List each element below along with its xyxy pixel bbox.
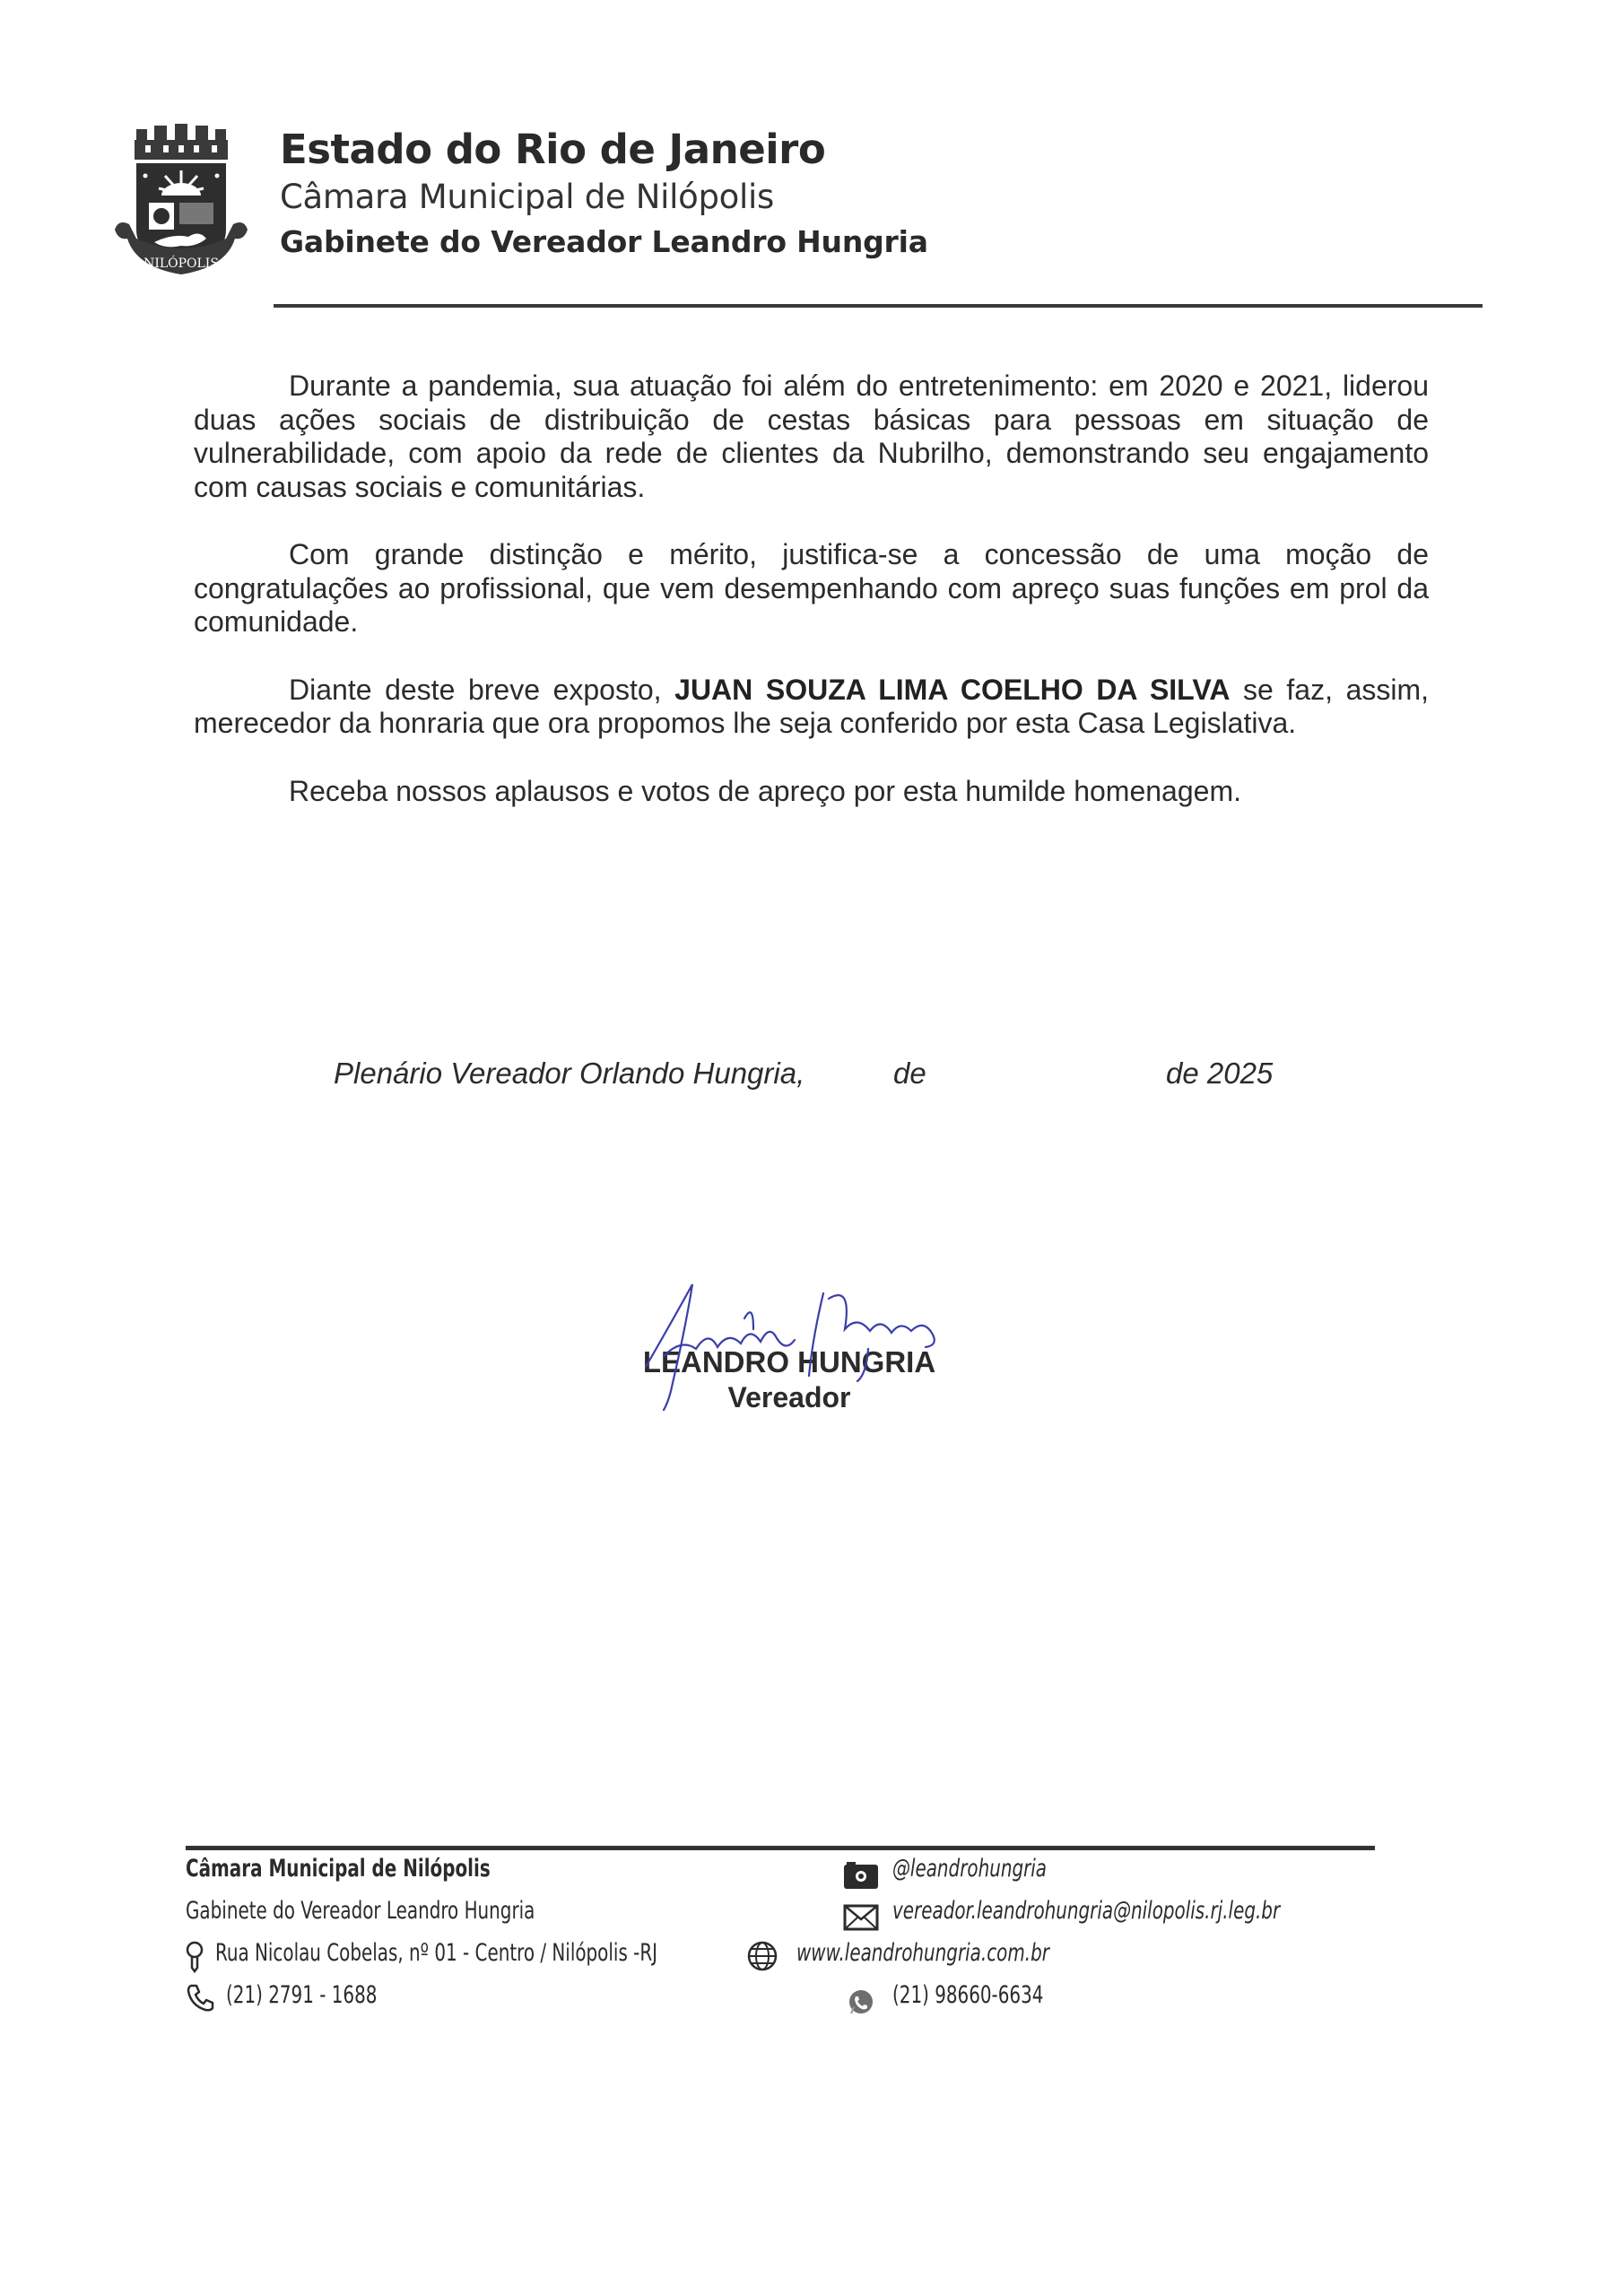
footer-phone: (21) 2791 - 1688 [226, 1981, 378, 2009]
handwritten-signature [610, 1266, 969, 1419]
signatory-name: LEANDRO HUNGRIA [642, 1345, 936, 1378]
email-envelope-icon [843, 1903, 879, 1932]
footer-address: Rua Nicolau Cobelas, nº 01 - Centro / Nilópolis -RJ [215, 1939, 658, 1967]
paragraph-1: Durante a pandemia, sua atuação foi além do entretenimento: em 2020 e 2021, liderou duas ações sociais de distribuição de cestas básicas para pessoas em situação de vulnerabilidade, com apoio da rede de clientes da Nubrilho, demonstrando seu engajamento com causas sociais e comunitárias. [194, 370, 1429, 503]
footer-email[interactable]: vereador.leandrohungria@nilopolis.rj.leg.br [892, 1897, 1281, 1925]
crest-label: NILÓPOLIS [144, 257, 219, 271]
footer-instagram[interactable]: @leandrohungria [892, 1855, 1048, 1883]
footer-website[interactable]: www.leandrohungria.com.br [796, 1939, 1049, 1967]
footer-divider [186, 1846, 1375, 1850]
paragraph-3-tail: se faz, assim, merecedor da honraria que ora propomos lhe seja conferido por esta Casa Legislativa. [194, 673, 1430, 739]
header-divider [274, 304, 1483, 308]
date-day-de: de [893, 1057, 926, 1090]
paragraph-3-lead: Diante deste breve exposto, [289, 673, 675, 706]
footer-whatsapp[interactable]: (21) 98660-6634 [892, 1981, 1044, 2009]
whatsapp-icon [846, 1987, 876, 2018]
paragraph-3 [194, 674, 1429, 741]
date-place: Plenário Vereador Orlando Hungria, [334, 1057, 805, 1090]
globe-icon [746, 1940, 778, 1972]
header-title: Estado do Rio de Janeiro [280, 126, 826, 173]
header-office: Gabinete do Vereador Leandro Hungria [280, 224, 928, 259]
paragraph-4: Receba nossos aplausos e votos de apreço por esta humilde homenagem. [289, 774, 1241, 807]
signatory-role: Vereador [727, 1381, 851, 1413]
location-pin-icon [184, 1941, 205, 1973]
document-body [194, 370, 1429, 842]
instagram-camera-icon [843, 1861, 879, 1890]
footer-org: Câmara Municipal de Nilópolis [186, 1855, 491, 1883]
footer-office: Gabinete do Vereador Leandro Hungria [186, 1897, 535, 1925]
paragraph-2: Com grande distinção e mérito, justifica-se a concessão de uma moção de congratulações ao profissional, que vem desempenhando com apreço suas funções em prol da comunidade. [194, 538, 1429, 638]
header-subtitle: Câmara Municipal de Nilópolis [280, 178, 774, 216]
coat-of-arms-logo [109, 124, 253, 278]
honoree-name: JUAN SOUZA LIMA COELHO DA SILVA [674, 673, 1231, 706]
phone-icon [186, 1982, 216, 2013]
date-year: de 2025 [1166, 1057, 1274, 1090]
